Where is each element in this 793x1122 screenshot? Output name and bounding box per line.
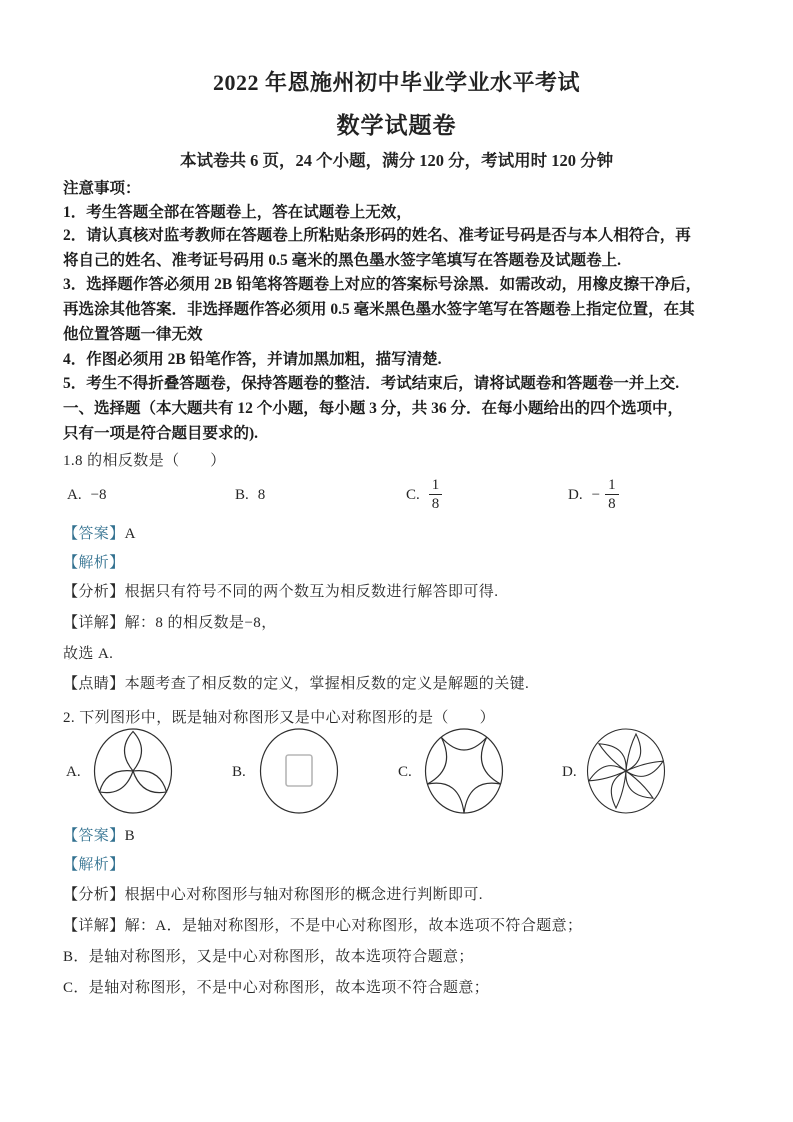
answer-value: A [124,526,136,542]
q1-dianjing-line: 【点睛】本题考查了相反数的定义，掌握相反数的定义是解题的关键. [63,676,530,692]
note-item-3-line3: 他位置答题一律无效 [63,326,203,343]
q1-fenxi-line: 【分析】根据只有符号不同的两个数互为相反数进行解答即可得. [63,584,499,600]
pinwheel-circle-icon [586,728,666,814]
option-a-value: −8 [90,486,107,503]
option-d-fraction [605,477,619,514]
exam-info-line: 本试卷共 6 页，24 个小题，满分 120 分，考试用时 120 分钟 [179,151,614,170]
option-a [67,472,107,518]
figure-b-label: B. [232,764,246,780]
q2-option-b-line: B．是轴对称图形，又是中心对称图形，故本选项符合题意； [63,949,474,965]
option-b-value: 8 [257,486,266,503]
exam-title: 2022 年恩施州初中毕业学业水平考试 [212,70,580,95]
figure-d-label: D. [562,764,577,780]
q2-answer-line [63,824,735,845]
question-1-options [63,472,735,518]
answer-label: 【答案】 [63,828,125,844]
trefoil-circle-icon [93,728,173,814]
question-2-text: 2. 下列图形中，既是轴对称图形又是中心对称图形的是（ ） [63,710,496,726]
note-item-5: 5．考生不得折叠答题卷，保持答题卷的整洁．考试结束后，请将试题卷和答题卷一并上交. [63,375,680,392]
section-heading-line2: 只有一项是符合题目要求的). [63,425,259,442]
answer-label: 【答案】 [63,526,125,542]
q1-jiexi-label: 【解析】 [63,555,125,571]
option-c-fraction [429,477,443,514]
exam-subtitle: 数学试题卷 [336,113,457,138]
note-item-3-line1: 3．选择题作答必须用 2B 铅笔将答题卷上对应的答案标号涂黑．如需改动，用橡皮擦干净后， [63,276,702,293]
star-circle-icon [424,728,504,814]
fraction-numerator: 1 [605,477,619,495]
q2-fenxi-line: 【分析】根据中心对称图形与轴对称图形的概念进行判断即可. [63,887,483,903]
q1-conclusion-line: 故选 A. [63,646,114,662]
figure-a-label: A. [66,764,81,780]
q2-option-c-line: C．是轴对称图形，不是中心对称图形，故本选项不符合题意； [63,980,490,996]
fraction-denominator: 8 [431,496,440,512]
option-a-label: A. [67,486,82,503]
question-2-figures [63,728,735,818]
q1-xiangjie-line: 【详解】解：8 的相反数是−8， [63,615,277,631]
q2-xiangjie-line: 【详解】解：A．是轴对称图形，不是中心对称图形，故本选项不符合题意； [63,918,583,934]
q1-answer-line [63,522,735,543]
option-d-label: D. [568,486,583,503]
notes-heading: 注意事项： [63,180,141,197]
fraction-denominator: 8 [608,496,616,512]
note-item-2-line1: 2．请认真核对监考教师在答题卷上所粘贴条形码的姓名、准考证号码是否与本人相符合，再 [63,227,691,244]
q2-jiexi-label: 【解析】 [63,857,125,873]
option-d [568,472,619,518]
option-b-label: B. [235,486,249,503]
note-item-3-line2: 再选涂其他答案．非选择题作答必须用 0.5 毫米黑色墨水签字笔写在答题卷上指定位置，在其 [63,301,695,318]
question-1-text: 1.8 的相反数是（ ） [63,453,226,469]
option-c [406,472,442,518]
square-coin-icon [259,728,339,814]
answer-value: B [124,828,136,844]
note-item-2-line2: 将自己的姓名、准考证号码用 0.5 毫米的黑色墨水签字笔填写在答题卷及试题卷上. [63,252,622,269]
figure-c-label: C. [398,764,412,780]
fraction-numerator: 1 [429,477,443,495]
note-item-1: 1．考生答题全部在答题卷上，答在试题卷上无效， [63,204,412,221]
section-heading-line1: 一、选择题（本大题共有 12 个小题，每小题 3 分，共 36 分．在每小题给出的四个选项中， [63,400,684,417]
option-c-label: C. [406,486,420,503]
option-d-minus-sign: − [591,486,601,503]
option-b [235,472,265,518]
note-item-4: 4．作图必须用 2B 铅笔作答，并请加黑加粗，描写清楚. [63,351,442,368]
